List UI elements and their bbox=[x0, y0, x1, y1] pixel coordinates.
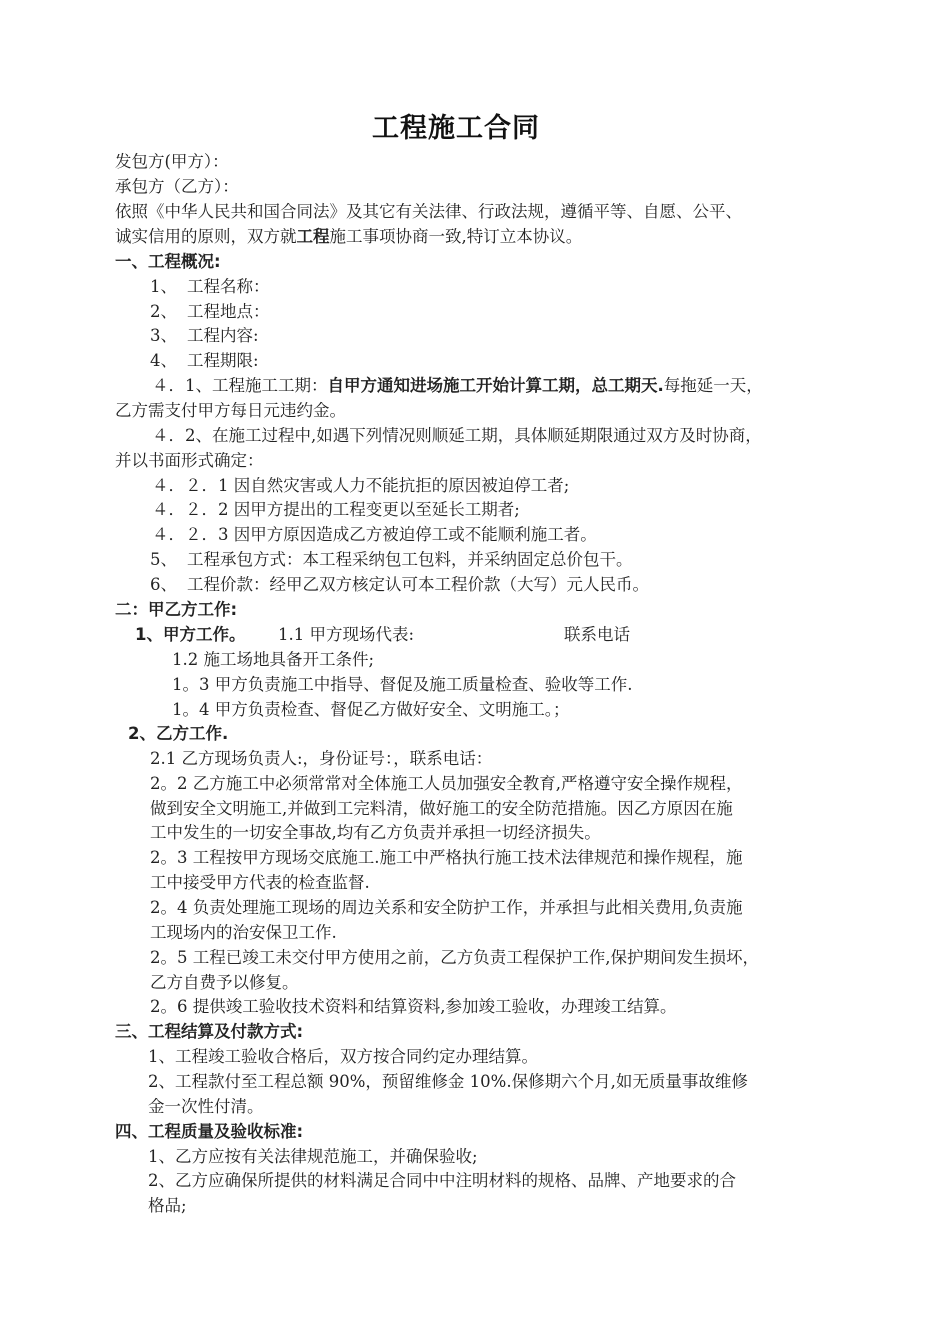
contract-method: 工程承包方式：本工程采纳包工包料，并采纳固定总价包干。 bbox=[187, 550, 633, 569]
clause-2-1: 2.1 乙方现场负责人:，身份证号：，联系电话： bbox=[150, 749, 493, 768]
clause-4-2-2: ４．２．2 因甲方提出的工程变更以至延长工期者; bbox=[152, 500, 520, 519]
list-item-num: 4、 bbox=[150, 351, 177, 370]
clause-1-3: 1。3 甲方负责施工中指导、督促及施工质量检查、验收等工作. bbox=[172, 675, 633, 694]
clause-2-2-line-3: 工中发生的一切安全事故,均有乙方负责并承担一切经济损失。 bbox=[150, 823, 601, 842]
project-period-label: 工程期限: bbox=[187, 351, 259, 370]
section-4-heading: 四、工程质量及验收标准: bbox=[115, 1122, 304, 1141]
clause-4-1-line-1 bbox=[152, 374, 763, 398]
clause-4-1-pre: ４．1、工程施工工期： bbox=[152, 376, 328, 395]
section-1-heading: 一、工程概况: bbox=[115, 252, 221, 271]
clause-2-5-line-2: 乙方自费予以修复。 bbox=[150, 973, 299, 992]
section-2-heading: 二：甲乙方工作: bbox=[115, 600, 238, 619]
clause-2-3-line-1: 2。3 工程按甲方现场交底施工.施工中严格执行施工技术法律规范和操作规程，施 bbox=[150, 848, 743, 867]
clause-4-2-line-2: 并以书面形式确定： bbox=[115, 451, 264, 470]
document-title: 工程施工合同 bbox=[372, 113, 540, 144]
intro-line-2 bbox=[115, 225, 582, 249]
clause-2-6: 2。6 提供竣工验收技术资料和结算资料,参加竣工验收，办理竣工结算。 bbox=[150, 997, 677, 1016]
quality-item-2-line-1: 2、乙方应确保所提供的材料满足合同中中注明材料的规格、品牌、产地要求的合 bbox=[148, 1171, 736, 1190]
intro-line-1: 依照《中华人民共和国合同法》及其它有关法律、行政法规，遵循平等、自愿、公平、 bbox=[115, 202, 742, 221]
clause-2-5-line-1: 2。5 工程已竣工未交付甲方使用之前，乙方负责工程保护工作,保护期间发生损坏， bbox=[150, 948, 759, 967]
list-item-num: 5、 bbox=[150, 550, 177, 569]
clause-2-3-line-2: 工中接受甲方代表的检查监督. bbox=[150, 873, 370, 892]
clause-4-1-post: 每拖延一天， bbox=[663, 376, 763, 395]
list-item-num: 6、 bbox=[150, 575, 177, 594]
project-name-label: 工程名称： bbox=[187, 277, 270, 296]
clause-1-4: 1。4 甲方负责检查、督促乙方做好安全、文明施工。； bbox=[172, 700, 570, 719]
clause-4-1-bold: 自甲方通知进场施工开始计算工期，总工期天. bbox=[327, 376, 664, 395]
project-location-label: 工程地点： bbox=[187, 302, 270, 321]
clause-1-2: 1.2 施工场地具备开工条件; bbox=[172, 650, 375, 669]
party-a-representative: 1.1 甲方现场代表: bbox=[278, 625, 415, 644]
intro-text-pre: 诚实信用的原则，双方就 bbox=[115, 227, 297, 246]
clause-4-2-3: ４．２．3 因甲方原因造成乙方被迫停工或不能顺利施工者。 bbox=[152, 525, 597, 544]
clause-2-4-line-1: 2。4 负责处理施工现场的周边关系和安全防护工作，并承担与此相关费用,负责施 bbox=[150, 898, 743, 917]
contract-price: 工程价款：经甲乙双方核定认可本工程价款（大写）元人民币。 bbox=[187, 575, 649, 594]
clause-4-2-line-1: ４．2、在施工过程中,如遇下列情况则顺延工期，具体顺延期限通过双方及时协商， bbox=[152, 426, 762, 445]
settlement-item-2-line-1: 2、工程款付至工程总额 90%，预留维修金 10%.保修期六个月,如无质量事故维修 bbox=[148, 1072, 748, 1091]
intro-text-bold: 工程 bbox=[296, 227, 330, 246]
intro-text-post: 施工事项协商一致,特订立本协议。 bbox=[329, 227, 583, 246]
settlement-item-1: 1、工程竣工验收合格后，双方按合同约定办理结算。 bbox=[148, 1047, 538, 1066]
section-3-heading: 三、工程结算及付款方式: bbox=[115, 1022, 304, 1041]
project-content-label: 工程内容: bbox=[187, 326, 259, 345]
clause-2-2-line-2: 做到安全文明施工,并做到工完料清，做好施工的安全防范措施。因乙方原因在施 bbox=[150, 799, 733, 818]
list-item-num: 2、 bbox=[150, 302, 177, 321]
party-a-line: 发包方(甲方）： bbox=[115, 152, 229, 171]
quality-item-1: 1、乙方应按有关法律规范施工，并确保验收; bbox=[148, 1147, 478, 1166]
party-a-phone-label: 联系电话 bbox=[564, 625, 630, 644]
list-item-num: 1、 bbox=[150, 277, 177, 296]
clause-2-4-line-2: 工现场内的治安保卫工作. bbox=[150, 923, 337, 942]
clause-2-2-line-1: 2。2 乙方施工中必须常常对全体施工人员加强安全教育,严格遵守安全操作规程， bbox=[150, 774, 743, 793]
clause-4-2-1: ４．２．1 因自然灾害或人力不能抗拒的原因被迫停工者; bbox=[152, 476, 570, 495]
quality-item-2-line-2: 格品; bbox=[148, 1196, 187, 1215]
party-b-line: 承包方（乙方）： bbox=[115, 177, 239, 196]
party-b-work-title: 2、乙方工作. bbox=[128, 724, 229, 743]
clause-4-1-line-2: 乙方需支付甲方每日元违约金。 bbox=[115, 401, 346, 420]
settlement-item-2-line-2: 金一次性付清。 bbox=[148, 1097, 264, 1116]
list-item-num: 3、 bbox=[150, 326, 177, 345]
party-a-work-title: 1、甲方工作。 bbox=[135, 625, 246, 644]
